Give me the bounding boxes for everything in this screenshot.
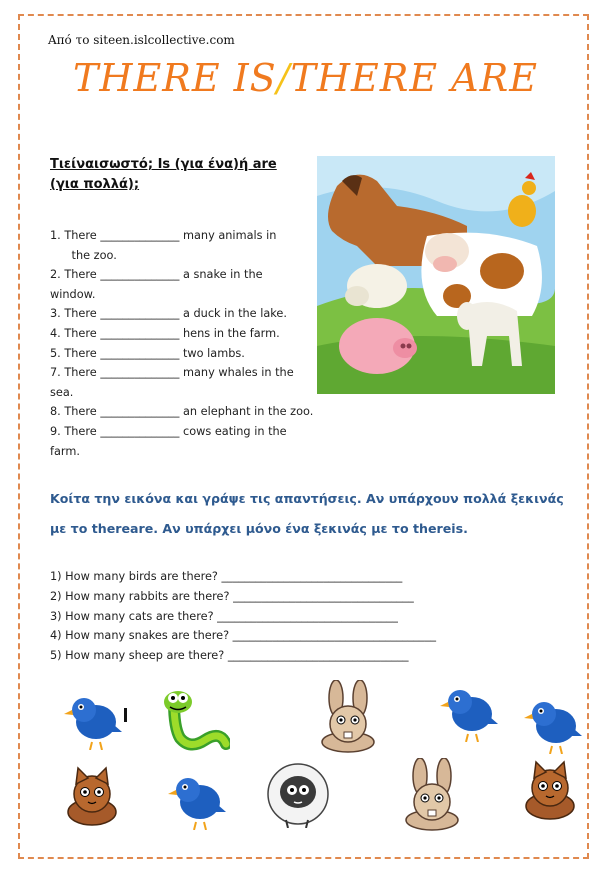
instruction-look-and-answer: Κοίτα την εικόνα και γράψε τις απαντήσεις. Αν υπάρχουν πολλά ξεκινάς με το thereare. Αν υπάρχει μόνο ένα ξεκινάς με το thereis. xyxy=(50,491,564,536)
sheep-icon xyxy=(266,758,330,828)
title-slash: / xyxy=(276,56,291,100)
sentence-line: the zoo. xyxy=(50,248,117,262)
rabbit-icon xyxy=(316,680,380,754)
title-there-are: THERE ARE xyxy=(290,56,538,100)
text-cursor xyxy=(124,708,127,722)
title-there-is: THERE IS xyxy=(73,56,277,100)
sentence-line: 3. There ______________ a duck in the lake. xyxy=(50,307,287,321)
snake-icon xyxy=(160,688,230,756)
bird-icon xyxy=(524,694,582,754)
question-snakes: 4) How many snakes are there? ____________________________________ xyxy=(50,629,436,643)
question-sheep: 5) How many sheep are there? ________________________________ xyxy=(50,649,409,663)
source-credit: Από το siteen.islcollective.com xyxy=(48,33,235,47)
sentence-line: window. xyxy=(50,287,96,301)
sentence-line: 8. There ______________ an elephant in the zoo. xyxy=(50,405,314,419)
question-birds: 1) How many birds are there? ________________________________ xyxy=(50,570,403,583)
sentence-line: 9. There ______________ cows eating in the farm. xyxy=(50,424,287,458)
bird-icon xyxy=(168,770,226,830)
farm-animals-image xyxy=(317,156,555,394)
question-list xyxy=(50,567,550,666)
sentence-line: 5. There ______________ two lambs. xyxy=(50,346,245,360)
cat-icon xyxy=(522,758,578,820)
bird-icon xyxy=(64,690,122,750)
sentence-line: 1. There ______________ many animals in xyxy=(50,229,277,242)
question-cats: 3) How many cats are there? ________________________________ xyxy=(50,609,398,623)
instruction-is-are: Τιείναισωστό; Is (για ένα)ή are (για πολλά); xyxy=(50,157,277,192)
sentence-line: 2. There ______________ a snake in the xyxy=(50,268,263,282)
rabbit-icon xyxy=(400,758,464,832)
page-title xyxy=(0,56,611,100)
cat-icon xyxy=(64,764,120,826)
sentence-line: sea. xyxy=(50,385,74,399)
sentence-line: 4. There ______________ hens in the farm. xyxy=(50,326,280,340)
bird-icon xyxy=(440,682,498,742)
sentence-list xyxy=(50,226,320,461)
sentence-line: 7. There ______________ many whales in the xyxy=(50,366,294,380)
question-rabbits: 2) How many rabbits are there? ________________________________ xyxy=(50,589,414,603)
